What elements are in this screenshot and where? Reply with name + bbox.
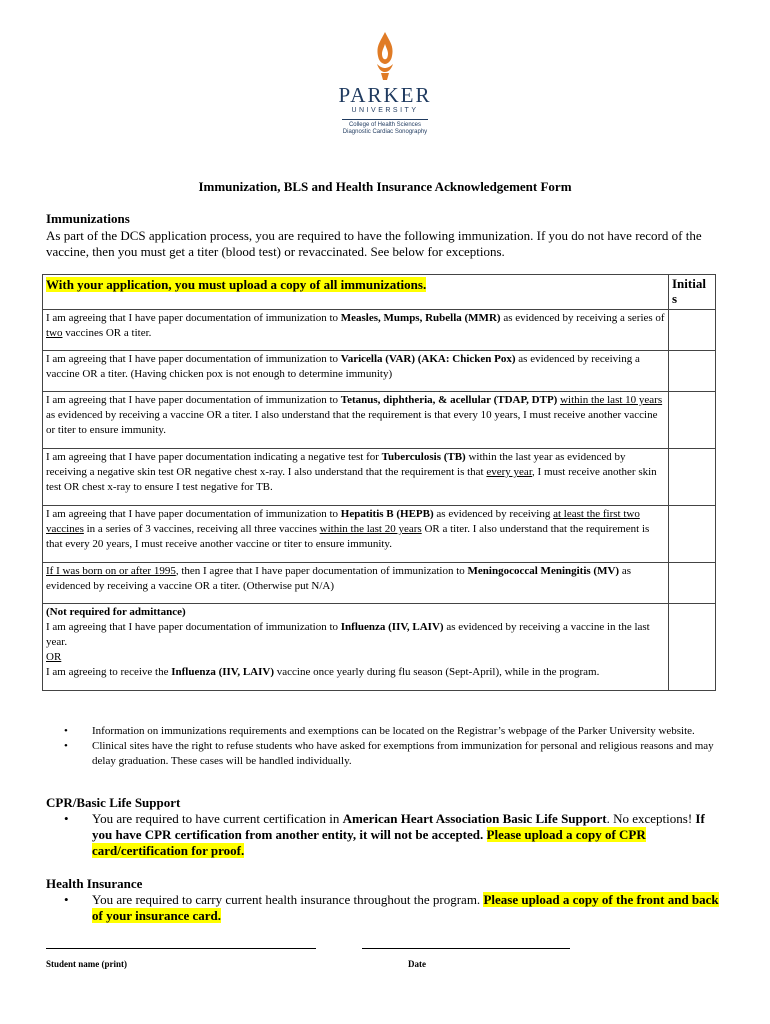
table-row [43, 392, 716, 449]
tb-underline: every year [486, 466, 533, 478]
hepb-underline-2: within the last 20 years [319, 523, 422, 535]
mv-underline: If I was born on or after 1995 [46, 565, 176, 577]
immunizations-intro: As part of the DCS application process, you are required to have the following immunization. If you do not have record of the vaccine, then you must get a titer (blood test) or revaccinated. See below for exceptions. [46, 228, 702, 259]
meningitis-statement [43, 563, 669, 604]
note-text: Information on immunizations requirements and exemptions can be located on the Registrar’s webpage of the Parker University website. [92, 725, 695, 737]
flu-or: OR [46, 651, 62, 663]
flu-text-2: I am agreeing to receive the [46, 666, 172, 678]
university-logo [320, 30, 450, 152]
mmr-underline: two [46, 327, 63, 339]
mv-vaccine: Meningococcal Meningitis (MV) [467, 565, 620, 577]
influenza-statement [43, 604, 669, 691]
tb-statement [43, 449, 669, 506]
upload-instruction: With your application, you must upload a copy of all immunizations. [46, 277, 427, 292]
logo-divider [342, 119, 428, 120]
flu-text: I am agreeing that I have paper documentation of immunization to [46, 621, 341, 633]
tb-text: I am agreeing that I have paper documentation indicating a negative test for [46, 451, 382, 463]
var-vaccine: Varicella (VAR) (AKA: Chicken Pox) [340, 353, 516, 365]
date-label: Date [408, 959, 426, 969]
cpr-warning: If you have CPR certification from another entity, it will not be accepted. [92, 811, 705, 842]
mmr-text-post: vaccines OR a titer. [62, 327, 152, 339]
form-title: Immunization, BLS and Health Insurance Acknowledgement Form [198, 179, 572, 194]
table-row [43, 563, 716, 604]
mmr-text: I am agreeing that I have paper documentation of immunization to [46, 312, 341, 324]
varicella-statement [43, 351, 669, 392]
list-item [64, 811, 724, 859]
hepb-initials-cell[interactable] [669, 506, 716, 563]
flu-text-post2: vaccine once yearly during flu season (Sept-April), while in the program. [274, 666, 600, 678]
date-line[interactable] [362, 948, 570, 949]
tb-text-post: , I must receive another skin test OR chest x-ray to ensure I test negative for TB. [46, 466, 657, 493]
logo-sub: UNIVERSITY [351, 107, 419, 114]
table-row [43, 604, 716, 691]
flu-line-2 [46, 665, 665, 680]
logo-name: PARKER [338, 83, 432, 107]
cpr-text-mid: . No exceptions! [606, 811, 696, 826]
hepb-statement [43, 506, 669, 563]
table-row [43, 351, 716, 392]
mmr-text-mid: as evidenced by receiving a series of [500, 312, 665, 324]
bullet-icon: • [64, 892, 69, 907]
influenza-initials-cell[interactable] [669, 604, 716, 691]
hepb-text-post: OR a titer. I also understand that the requirement is that every 20 years, I must receive another vaccine or titer to ensure immunity. [46, 523, 650, 550]
cpr-heading: CPR/Basic Life Support [46, 795, 181, 810]
insurance-heading: Health Insurance [46, 876, 143, 891]
insurance-text: You are required to carry current health insurance throughout the program. [92, 892, 484, 907]
hepb-text-mid: as evidenced by receiving [433, 508, 554, 520]
flu-note: (Not required for admittance) [46, 606, 186, 618]
flame-icon [368, 30, 402, 82]
cpr-list [64, 811, 724, 859]
flu-text-mid: as evidenced by receiving a vaccine in the last year. [46, 621, 650, 648]
tdap-initials-cell[interactable] [669, 392, 716, 449]
table-row [43, 449, 716, 506]
flu-line-1 [46, 620, 665, 650]
note-text: Clinical sites have the right to refuse students who have asked for exemptions from immunization for personal and religious reasons and may delay graduation. These cases will be handled individually. [92, 740, 714, 767]
flu-vaccine-2: Influenza (IIV, LAIV) [171, 666, 275, 678]
mv-text-mid: , then I agree that I have paper documentation of immunization to [175, 565, 468, 577]
list-item [64, 724, 724, 739]
bullet-icon: • [64, 725, 68, 737]
cpr-aha: American Heart Association Basic Life Support [342, 811, 607, 826]
hepb-vaccine: Hepatitis B (HEPB) [340, 508, 434, 520]
table-row [43, 310, 716, 351]
initials-header [669, 275, 716, 310]
logo-program: Diagnostic Cardiac Sonography [342, 129, 428, 135]
tdap-text: I am agreeing that I have paper documentation of immunization to [46, 394, 341, 406]
insurance-upload-instruction: Please upload a copy of the front and back of your insurance card. [92, 892, 719, 923]
table-row [43, 506, 716, 563]
hepb-underline-1: at least the first two vaccines [46, 508, 640, 535]
insurance-list [64, 892, 724, 924]
hepb-text-mid2: in a series of 3 vaccines, receiving all three vaccines [83, 523, 320, 535]
tb-text-mid: within the last year as evidenced by receiving a negative skin test OR negative chest x-ray. I also understand that the requirement is that [46, 451, 626, 478]
tdap-underline: within the last 10 years [560, 394, 663, 406]
bullet-icon: • [64, 811, 69, 826]
tb-initials-cell[interactable] [669, 449, 716, 506]
mmr-statement [43, 310, 669, 351]
cpr-text: You are required to have current certification in [92, 811, 343, 826]
flu-vaccine: Influenza (IIV, LAIV) [340, 621, 444, 633]
tdap-text-post: as evidenced by receiving a vaccine OR a titer. I also understand that the requirement is that every 10 years, I must receive another vaccine or titer to ensure immunity. [46, 409, 658, 436]
varicella-initials-cell[interactable] [669, 351, 716, 392]
mv-text-post: as evidenced by receiving a vaccine OR a titer. (Otherwise put N/A) [46, 565, 631, 592]
bullet-icon: • [64, 740, 68, 752]
list-item [64, 739, 724, 769]
tb-test: Tuberculosis (TB) [381, 451, 466, 463]
var-text-post: as evidenced by receiving a vaccine OR a titer. (Having chicken pox is not enough to determine immunity) [46, 353, 640, 380]
tdap-statement [43, 392, 669, 449]
immunizations-heading: Immunizations [46, 211, 130, 226]
initials-header-label: Initials [672, 276, 706, 306]
immunization-table [42, 274, 716, 691]
student-name-label: Student name (print) [46, 959, 128, 969]
table-header-row [43, 275, 716, 310]
cpr-upload-instruction: Please upload a copy of CPR card/certification for proof. [92, 827, 646, 858]
logo-college: College of Health Sciences [348, 122, 422, 128]
mmr-initials-cell[interactable] [669, 310, 716, 351]
var-text: I am agreeing that I have paper documentation of immunization to [46, 353, 341, 365]
student-name-line[interactable] [46, 948, 316, 949]
list-item [64, 892, 724, 924]
meningitis-initials-cell[interactable] [669, 563, 716, 604]
tdap-vaccine: Tetanus, diphtheria, & acellular (TDAP, DTP) [340, 394, 558, 406]
immunization-notes [64, 724, 724, 769]
hepb-text: I am agreeing that I have paper documentation of immunization to [46, 508, 341, 520]
mmr-vaccine: Measles, Mumps, Rubella (MMR) [340, 312, 501, 324]
